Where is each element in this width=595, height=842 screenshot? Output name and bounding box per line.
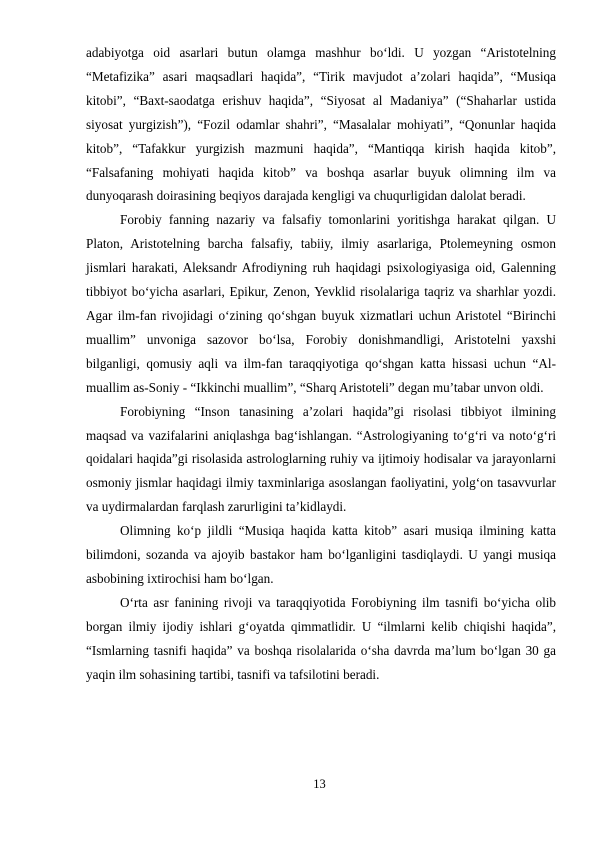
paragraph-4: Olimning ko‘p jildli “Musiqa haqida katta kitob” asari musiqa ilmining katta bilimdoni, sozanda va ajoyib bastakor ham bo‘lganligini tasdiqlaydi. U yangi musiqa asbobining ixtirochisi ham bo‘lgan. xyxy=(86,523,556,586)
paragraph-3: Forobiyning “Inson tanasining a’zolari haqida”gi risolasi tibbiyot ilmining maqsad va vazifalarini aniqlashga bag‘ishlangan. “Astrologiyaning to‘g‘ri va noto‘g‘ri qoidalari haqida”gi risolasida astrologlarning ruhiy va ijtimoiy hodisalar va jarayonlarni osmoniy jismlar haqidagi ilmiy taxminlariga asoslangan faoliyatini, yolg‘on tasavvurlar va uydirmalardan farqlash zarurligini ta’kidlaydi. xyxy=(86,403,556,515)
paragraph-1: adabiyotga oid asarlari butun olamga mashhur bo‘ldi. U yozgan “Aristotelning “Metafizika” asari maqsadlari haqida”, “Tirik mavjudot a’zolari haqida”, “Musiqa kitobi”, “Baxt-saodatga erishuv haqida”, “Siyosat al Madaniya” (“Shaharlar ustida siyosat yurgizish”), “Fozil odamlar shahri”, “Masalalar mohiyati”, “Qonunlar haqida kitob”, “Tafakkur yurgizish mazmuni haqida”, “Mantiqqa kirish haqida kitob”, “Falsafaning mohiyati haqida kitob” va boshqa asarlar buyuk olimning ilm va dunyoqarash doirasining beqiyos darajada kengligi va chuqurligidan dalolat beradi. xyxy=(86,45,556,204)
document-body xyxy=(86,41,556,686)
page-number: 13 xyxy=(313,777,326,791)
paragraph-5: O‘rta asr fanining rivoji va taraqqiyotida Forobiyning ilm tasnifi bo‘yicha olib borgan ilmiy ijodiy ishlari g‘oyatda qimmatlidir. U “ilmlarni kelib chiqishi haqida”, “Ismlarning tasnifi haqida” va boshqa risolalarida o‘sha davrda ma’lum bo‘lgan 30 ga yaqin ilm sohasining tartibi, tasnifi va tafsilotini beradi. xyxy=(86,594,556,682)
paragraph-2: Forobiy fanning nazariy va falsafiy tomonlarini yoritishga harakat qilgan. U Platon, Aristotelning barcha falsafiy, tabiiy, ilmiy asarlariga, Ptolemeyning osmon jismlari harakati, Aleksandr Afrodiyning ruh haqidagi psixologiyasiga oid, Galenning tibbiyot bo‘yicha asarlari, Epikur, Zenon, Yevklid risolalariga taqriz va sharhlar yozdi. Agar ilm-fan rivojidagi o‘zining qo‘shgan buyuk xizmatlari uchun Aristotel “Birinchi muallim” unvoniga sazovor bo‘lsa, Forobiy donishmandligi, Aristotelni yaxshi bilganligi, qomusiy aqli va ilm-fan taraqqiyotiga qo‘shgan katta hissasi uchun “Al-muallim as-Soniy - “Ikkinchi muallim”, “Sharq Aristoteli” degan mu’tabar unvon oldi. xyxy=(86,212,556,395)
